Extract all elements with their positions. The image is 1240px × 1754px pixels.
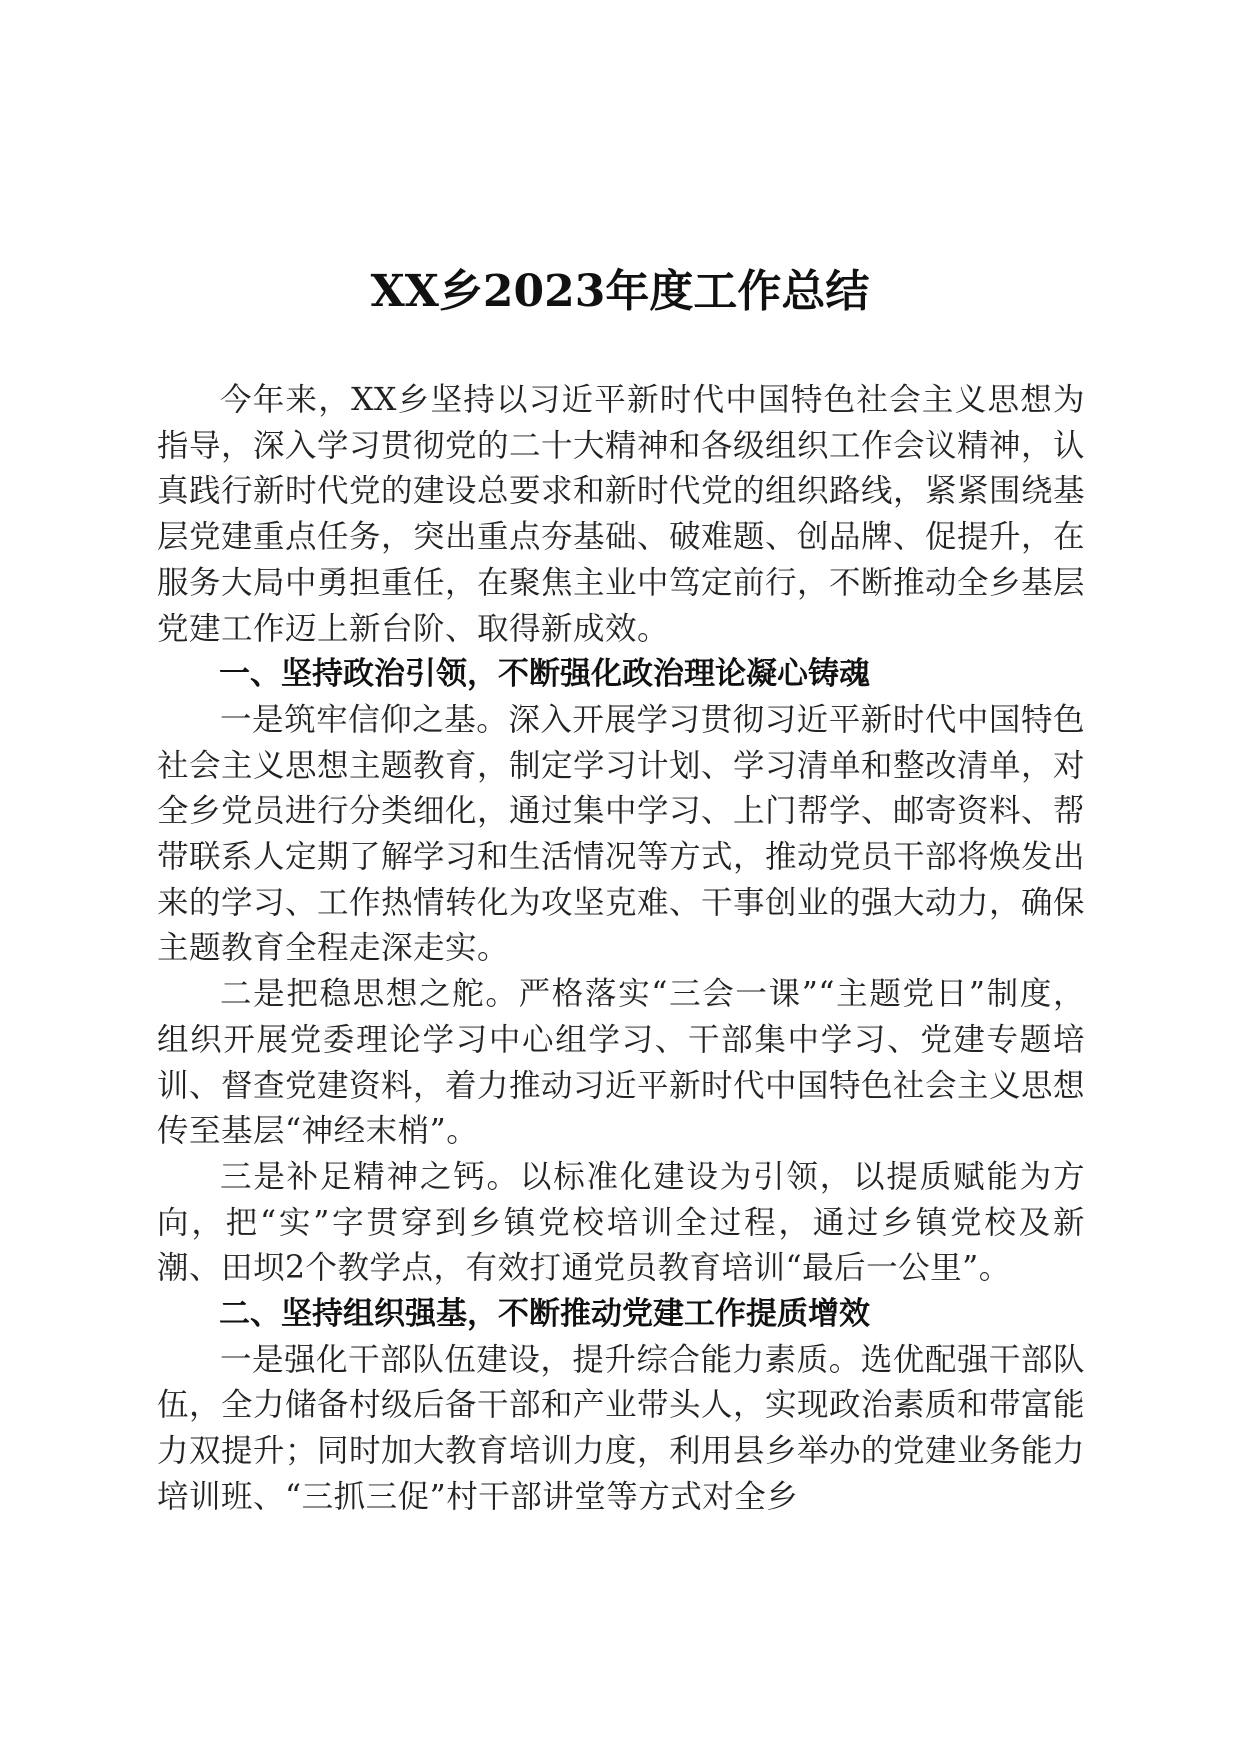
intro-paragraph: 今年来，XX乡坚持以习近平新时代中国特色社会主义思想为指导，深入学习贯彻党的二十大精神和各级组织工作会议精神，认真践行新时代党的建设总要求和新时代党的组织路线，紧紧围绕基层党建重点任务，突出重点夯基础、破难题、创品牌、促提升，在服务大局中勇担重任，在聚焦主业中笃定前行，不断推动全乡基层党建工作迈上新台阶、取得新成效。 <box>157 382 1086 647</box>
body-paragraph: 三是补足精神之钙。以标准化建设为引领，以提质赋能为方向，把“实”字贯穿到乡镇党校培训全过程，通过乡镇党校及新潮、田坝2个教学点，有效打通党员教育培训“最后一公里”。 <box>157 1158 1085 1287</box>
section-heading: 一、坚持政治引领，不断强化政治理论凝心铸魂 <box>219 656 870 693</box>
section-heading: 二、坚持组织强基，不断推动党建工作提质增效 <box>219 1296 870 1333</box>
document-title: XX乡2023年度工作总结 <box>370 266 870 317</box>
body-paragraph: 二是把稳思想之舵。严格落实“三会一课”“主题党日”制度，组织开展党委理论学习中心组学习、干部集中学习、党建专题培训、督查党建资料，着力推动习近平新时代中国特色社会主义思想传至基层“神经末梢”。 <box>157 976 1086 1150</box>
body-paragraph: 一是强化干部队伍建设，提升综合能力素质。选优配强干部队伍，全力储备村级后备干部和产业带头人，实现政治素质和带富能力双提升；同时加大教育培训力度，利用县乡举办的党建业务能力培训班、“三抓三促”村干部讲堂等方式对全乡 <box>157 1341 1086 1515</box>
body-paragraph: 一是筑牢信仰之基。深入开展学习贯彻习近平新时代中国特色社会主义思想主题教育，制定学习计划、学习清单和整改清单，对全乡党员进行分类细化，通过集中学习、上门帮学、邮寄资料、帮带联系人定期了解学习和生活情况等方式，推动党员干部将焕发出来的学习、工作热情转化为攻坚克难、干事创业的强大动力，确保主题教育全程走深走实。 <box>157 701 1086 967</box>
document-body <box>157 378 1085 1521</box>
